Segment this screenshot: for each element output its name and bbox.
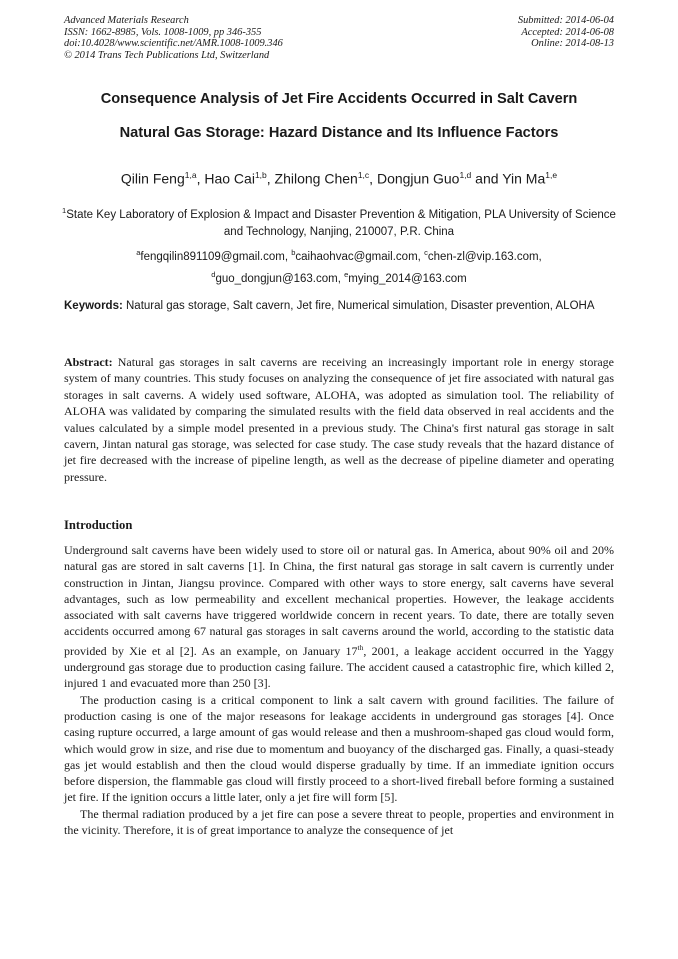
email-line-2 (55, 266, 623, 288)
copyright-line: © 2014 Trans Tech Publications Ltd, Switzerland (64, 49, 270, 61)
email-sup: c (424, 248, 428, 257)
journal-name: Advanced Materials Research (64, 15, 189, 26)
paper-title-line-2: Natural Gas Storage: Hazard Distance and Its Influence Factors (119, 125, 559, 141)
affiliation-text: State Key Laboratory of Explosion & Impact and Disaster Prevention & Mitigation, PLA University of Science and Technology, Nanjing, 210007, P.R. China (66, 208, 616, 238)
email-sup: b (291, 248, 296, 257)
dates-header (518, 15, 614, 50)
author-sep: , (369, 170, 377, 187)
paragraph-text: , 2001, a leakage accident occurred in the Yaggy underground gas storage due to production casing failure. The accident caused a catastrophic fire, which killed 2, injured 1 and evacuated more than 250 [3]. (64, 643, 614, 691)
author-name: Hao Cai (204, 170, 255, 187)
email-sup: d (211, 270, 216, 280)
submitted-date: Submitted: 2014-06-04 (517, 15, 614, 26)
accepted-date: Accepted: 2014-06-08 (521, 26, 614, 38)
keywords (64, 298, 614, 315)
section-heading-introduction: Introduction (64, 518, 133, 532)
abstract-text: Natural gas storages in salt caverns are receiving an increasingly important role in energy storage system of many countries. This study focuses on analyzing the consequence of jet fire associated with natural gas storages in salt caverns. A widely used software, ALOHA, was adopted as simulation tool. The reliability of ALOHA was validated by comparing the simulated results with the field data observed in real accidents and the values calculated by a simple model presented in a previous study. The China's first natural gas storage in salt cavern, Jintan natural gas storage, was selected for case study. The case study reveals that the hazard distance of jet fire decreased with the increase of pipeline length, as well as the decrease of pipeline diameter and operating pressure. (64, 355, 614, 484)
issn-line: ISSN: 1662-8985, Vols. 1008-1009, pp 346-355 (64, 26, 262, 38)
author-affil-sup: 1,c (357, 170, 370, 180)
doi-line: doi:10.4028/www.scientific.net/AMR.1008-1009.346 (64, 38, 283, 50)
abstract-label: Abstract: (64, 355, 113, 369)
email-link[interactable]: fengqilin891109@gmail.com, (140, 250, 292, 263)
email-line-1 (55, 244, 623, 266)
author-sep: and (471, 170, 503, 187)
paragraph-2: The production casing is a critical component to link a salt cavern with ground facilities. The failure of production casing is one of the major reseasons for leakage accidents in underground gas storages [4]. Once casing rupture occurred, a large amount of gas would release and then a mushroom-shaped gas cloud would form, which would grow in size, and rise due to momentum and buoyancy of the discharged gas. Finally, a quasi-steady gas jet would establish and then the cloud would disperse gradually by time. If an immediate ignition occurs before dispersion, the flammable gas cloud will firstly proceed to a short-lived fireball before forming a sustained jet fire. If the ignition occurs a little later, only a jet fire will form [5]. (64, 692, 614, 805)
author-name: Qilin Feng (120, 170, 185, 187)
paragraph-text: Underground salt caverns have been widely used to store oil or natural gas. In America, about 90% oil and 20% natural gas are stored in salt caverns [1]. In China, the first natural gas storage in salt cavern is currently under construction in Jintan, Jiangsu province. Compared with other ways to store energy, salt caverns have several advantages, such as low permeability and excellent mechanical properties. However, the leakage accidents associated with salt caverns have triggered worldwide concern in recent years. To date, there are totally seven accidents occurred among 67 natural gas storages in salt caverns around the world, according to the statistic data provided by Xie et al [2]. As an example, on January 17 (64, 543, 614, 658)
email-link[interactable]: guo_dongjun@163.com, (215, 273, 345, 286)
paragraph-1 (64, 542, 614, 692)
paragraph-3: The thermal radiation produced by a jet fire can pose a severe threat to people, properties and environment in the vicinity. Therefore, it is of great importance to analyze the consequence of jet (64, 806, 614, 838)
author-sep: , (196, 170, 205, 187)
affiliation (55, 202, 623, 241)
keywords-text: Natural gas storage, Salt cavern, Jet fire, Numerical simulation, Disaster prevention, ALOHA (122, 300, 595, 312)
email-link[interactable]: caihaohvac@gmail.com, (295, 250, 425, 263)
journal-header (64, 15, 283, 61)
author-affil-sup: 1,e (545, 170, 558, 180)
paper-title-line-1: Consequence Analysis of Jet Fire Accidents Occurred in Salt Cavern (100, 91, 578, 107)
abstract (64, 354, 614, 485)
email-sup: e (344, 270, 349, 280)
email-list (55, 244, 623, 289)
keywords-label: Keywords: (64, 300, 123, 312)
introduction-body (64, 542, 614, 838)
author-affil-sup: 1,b (254, 170, 267, 180)
author-list (30, 166, 648, 188)
email-link[interactable]: mying_2014@163.com (348, 273, 467, 286)
online-date: Online: 2014-08-13 (531, 38, 614, 50)
author-sep: , (266, 170, 275, 187)
email-sup: a (136, 248, 141, 257)
author-name: Yin Ma (502, 170, 546, 187)
affiliation-sup: 1 (62, 206, 67, 215)
author-name: Zhilong Chen (274, 170, 358, 187)
author-affil-sup: 1,d (459, 170, 472, 180)
author-name: Dongjun Guo (376, 170, 460, 187)
ordinal-sup: th (357, 642, 364, 652)
email-link[interactable]: chen-zl@vip.163.com, (427, 250, 542, 263)
author-affil-sup: 1,a (184, 170, 197, 180)
